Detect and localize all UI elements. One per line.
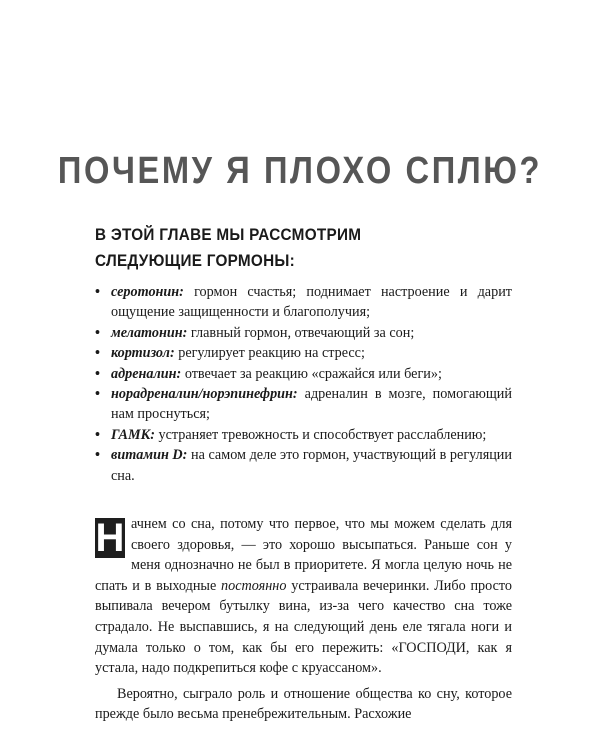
hormone-term: адреналин: xyxy=(111,365,182,382)
hormone-term: мелатонин: xyxy=(111,324,188,341)
section-heading-line-2: СЛЕДУЮЩИЕ ГОРМОНЫ: xyxy=(95,251,296,270)
hormone-description: отвечает за реакцию «сражайся или беги»; xyxy=(181,365,442,382)
paragraph-1-text-start: ачнем со сна, потому что первое, что мы можем сделать для своего здоровья, — это хорошо высыпаться. Раньше сон у меня однозначно не был в приоритете. Я могла целую ночь не спать и в выходные xyxy=(95,516,512,594)
hormone-term: ГАМК: xyxy=(111,426,155,443)
bullet-icon: • xyxy=(95,365,100,382)
bullet-icon: • xyxy=(95,284,100,300)
bullet-icon: • xyxy=(95,345,100,362)
hormone-list xyxy=(95,282,512,486)
list-item xyxy=(95,282,512,323)
drop-cap: Н xyxy=(95,516,125,560)
bullet-icon: • xyxy=(95,324,100,341)
body-text xyxy=(95,514,512,725)
section-heading-line-1: В ЭТОЙ ГЛАВЕ МЫ РАССМОТРИМ xyxy=(95,225,362,244)
hormone-description: адреналин в мозге, помогающий нам проснуться; xyxy=(111,386,512,423)
paragraph-1 xyxy=(95,514,512,679)
list-item xyxy=(95,425,512,445)
bullet-icon: • xyxy=(95,426,100,443)
chapter-title: ПОЧЕМУ Я ПЛОХО СПЛЮ? xyxy=(57,150,543,193)
list-item xyxy=(95,343,512,363)
list-item xyxy=(95,364,512,384)
hormone-description: гормон счастья; поднимает настроение и дарит ощущение защищенности и благополучия; xyxy=(111,284,512,321)
hormone-term: витамин D: xyxy=(111,447,188,464)
hormone-description: главный гормон, отвечающий за сон; xyxy=(187,324,415,341)
hormone-description: устраняет тревожность и способствует расслаблению; xyxy=(154,426,487,443)
paragraph-1-text-end: устраивала вечеринки. Либо просто выпивала вечером бутылку вина, из-за чего качество сна тоже страдало. Не выспавшись, я на следующий день еле тягала ноги и думала только о том, как бы его пережить: «ГОСПОДИ, как я устала, надо подкрепиться кофе с круассаном». xyxy=(95,577,512,677)
hormone-term: норадреналин/норэпинефрин: xyxy=(111,386,298,403)
hormone-description: на самом деле это гормон, участвующий в регуляции сна. xyxy=(111,447,512,484)
hormone-term: кортизол: xyxy=(111,345,175,362)
bullet-icon: • xyxy=(95,447,100,464)
hormone-description: регулирует реакцию на стресс; xyxy=(174,345,365,362)
section-heading xyxy=(95,222,491,274)
list-item xyxy=(95,445,512,486)
emphasized-word: постоянно xyxy=(221,577,287,594)
hormone-term: серотонин: xyxy=(111,284,184,300)
bullet-icon: • xyxy=(95,386,100,403)
paragraph-2: Вероятно, сыграло роль и отношение общества ко сну, которое прежде было весьма пренебрежительным. Расхожие xyxy=(95,685,512,723)
list-item xyxy=(95,384,512,425)
list-item xyxy=(95,323,512,343)
